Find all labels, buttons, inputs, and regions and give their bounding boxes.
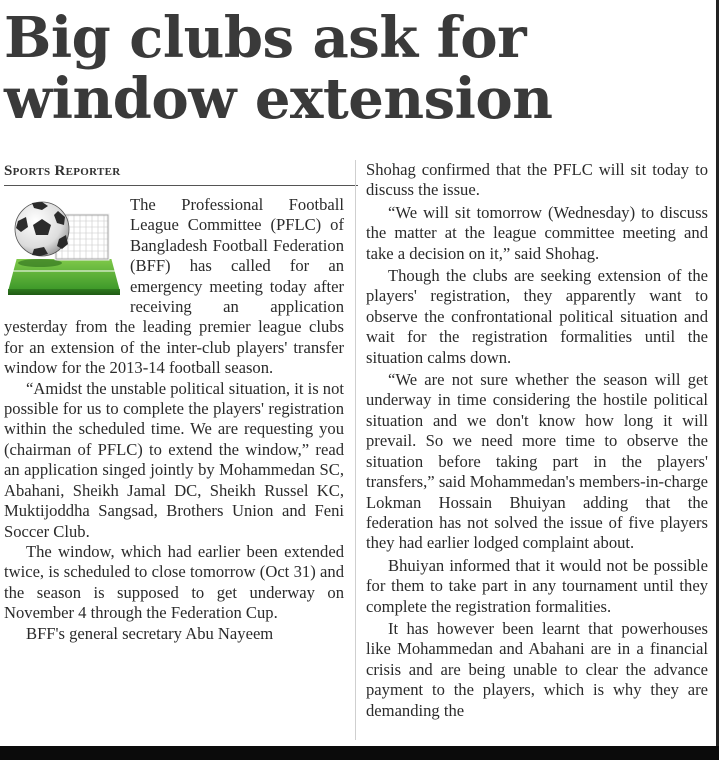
column-2 xyxy=(366,160,708,721)
paragraph: It has however been learnt that powerhouses like Mohammedan and Abahani are in a financial crisis and are being unable to clear the advance payment to the players, which is why they are demanding the xyxy=(366,618,708,720)
soccer-ball-goal-icon xyxy=(4,197,126,305)
byline-rule xyxy=(4,185,358,186)
paragraph: Shohag confirmed that the PFLC will sit today to discuss the issue. xyxy=(366,160,708,200)
paragraph: “We will sit tomorrow (Wednesday) to discuss the matter at the league committee meeting and take a decision on it,” said Shohag. xyxy=(366,202,708,263)
paragraph: The window, which had earlier been extended twice, is scheduled to close tomorrow (Oct 31) and the season is supposed to get underway on November 4 through the Federation Cup. xyxy=(4,541,344,623)
byline: Sports Reporter xyxy=(4,163,121,179)
paragraph: “Amidst the unstable political situation, it is not possible for us to complete the players' registration within the scheduled time. We are requesting you (chairman of PFLC) to extend the window,” read an application singed jointly by Mohammedan SC, Abahani, Sheikh Jamal DC, Sheikh Russel KC, Muktijoddha Sangsad, Brothers Union and Feni Soccer Club. xyxy=(4,378,345,541)
paragraph: “We are not sure whether the season will get underway in time considering the hostile political situation and we don't know how long it will prevail. So we need more time to observe the situation before taking part in the players' transfers,” said Mohammedan's members-in-charge Lokman Hossain Bhuiyan adding that the federation has not solved the issue of five players they had earlier lodged complaint about. xyxy=(366,370,708,553)
column-divider xyxy=(355,160,356,740)
paragraph: BFF's general secretary Abu Nayeem xyxy=(26,623,274,643)
headline: Big clubs ask for window extension xyxy=(4,5,553,132)
paragraph: Though the clubs are seeking extension of the players' registration, they apparently want to observe the confrontational political situation and wait for the registration formalities until the situation calms down. xyxy=(366,266,708,367)
paragraph: Bhuiyan informed that it would not be possible for them to take part in any tournament until they complete the registration formalities. xyxy=(366,555,708,616)
paragraph: The Professional Football League Committee (PFLC) of Bangladesh Football Federation (BFF) has called for an emergency meeting today after receiving an application yesterday from the leading premier league clubs for an extension of the inter-club players' transfer window for the 2013-14 football season. xyxy=(4,195,344,378)
column-1 xyxy=(4,195,344,644)
scan-border xyxy=(0,746,719,760)
